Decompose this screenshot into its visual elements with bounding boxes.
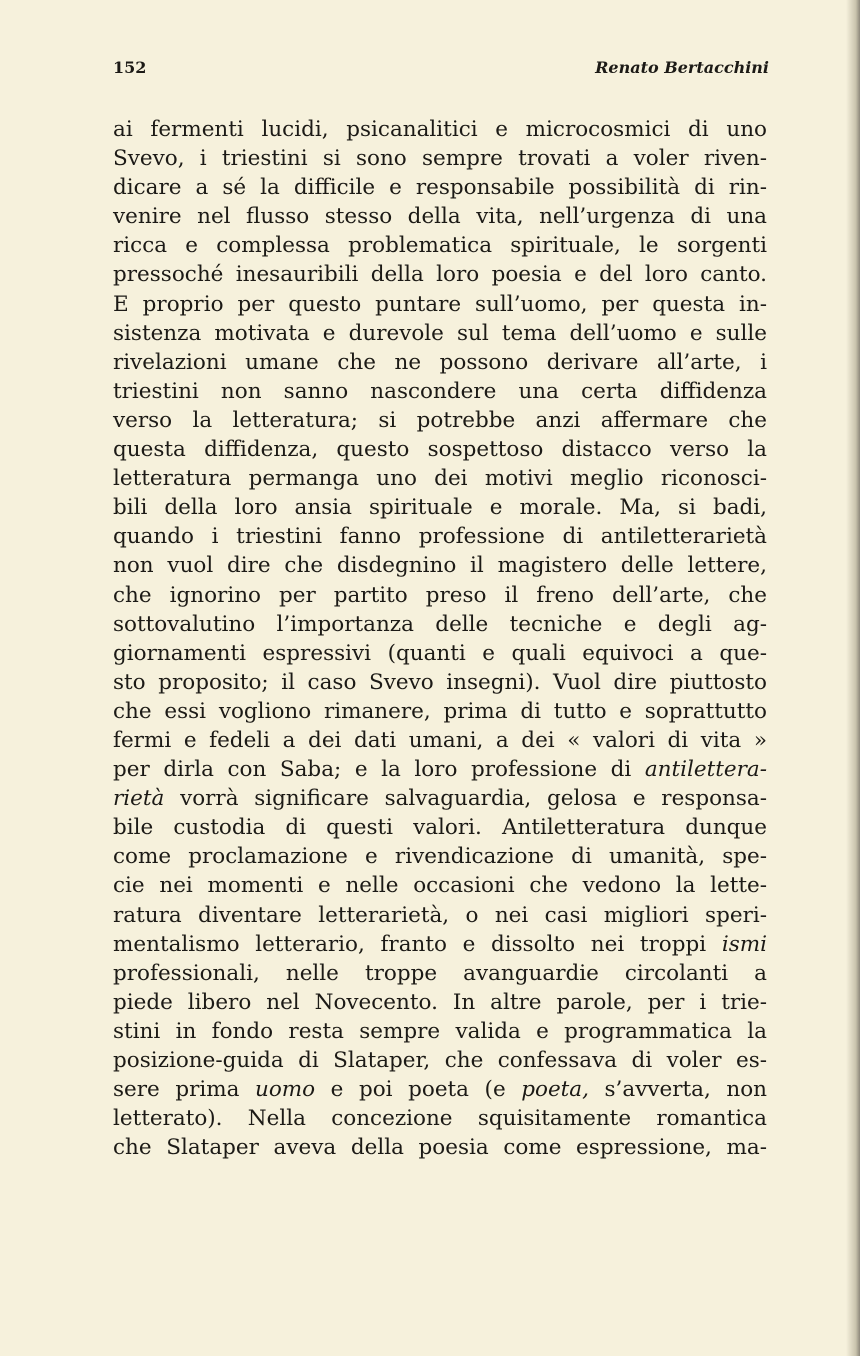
text-line-12: questa diffidenza, questo sospettoso distacco verso la bbox=[113, 437, 767, 463]
text-line-13: letteratura permanga uno dei motivi meglio riconosci- bbox=[113, 466, 767, 492]
text-line-29-italic: ismi bbox=[721, 931, 767, 957]
body-text bbox=[113, 115, 767, 1162]
text-line-23 bbox=[113, 755, 767, 784]
text-line-28: ratura diventare letterarietà, o nei casi migliori speri- bbox=[113, 902, 767, 928]
text-line-34-italic-b: poeta, bbox=[521, 1077, 589, 1103]
text-line-1: ai fermenti lucidi, psicanalitici e microcosmici di uno bbox=[113, 117, 767, 142]
text-line-3: dicare a sé la difficile e responsabile possibilità di rin- bbox=[113, 175, 767, 201]
text-line-32: stini in fondo resta sempre valida e programmatica la bbox=[113, 1018, 767, 1044]
text-line-7: E proprio per questo puntare sull’uomo, per questa in- bbox=[113, 291, 767, 317]
text-line-23-italic: antilettera- bbox=[644, 757, 767, 783]
text-line-4: venire nel flusso stesso della vita, nell’urgenza di una bbox=[113, 204, 767, 230]
text-line-24 bbox=[113, 784, 767, 813]
text-line-29 bbox=[113, 930, 767, 959]
text-line-30: professionali, nelle troppe avanguardie circolanti a bbox=[113, 960, 767, 986]
text-line-15: quando i triestini fanno professione di antiletterarietà bbox=[113, 524, 767, 550]
text-line-11: verso la letteratura; si potrebbe anzi affermare che bbox=[113, 407, 767, 433]
text-line-31: piede libero nel Novecento. In altre parole, per i trie- bbox=[113, 989, 767, 1015]
text-line-14: bili della loro ansia spirituale e morale. Ma, si badi, bbox=[113, 495, 767, 521]
text-line-8: sistenza motivata e durevole sul tema dell’uomo e sulle bbox=[113, 320, 767, 346]
text-line-9: rivelazioni umane che ne possono derivare all’arte, i bbox=[113, 349, 767, 375]
text-line-10: triestini non sanno nascondere una certa diffidenza bbox=[113, 378, 767, 404]
text-line-34-roman-c: s’avverta, non bbox=[588, 1077, 767, 1103]
text-line-25: bile custodia di questi valori. Antiletteratura dunque bbox=[113, 815, 767, 841]
text-line-17: che ignorino per partito preso il freno dell’arte, che bbox=[113, 582, 767, 608]
page-number: 152 bbox=[113, 58, 147, 77]
page-edge-shadow bbox=[846, 0, 860, 1356]
text-line-35: letterato). Nella concezione squisitamente romantica bbox=[113, 1106, 767, 1132]
text-line-6: pressoché inesauribili della loro poesia e del loro canto. bbox=[113, 262, 767, 288]
text-line-18: sottovalutino l’importanza delle tecniche e degli ag- bbox=[113, 611, 767, 637]
text-line-2: Svevo, i triestini si sono sempre trovati a voler riven- bbox=[113, 146, 767, 172]
text-line-34-italic-a: uomo bbox=[255, 1077, 316, 1103]
text-line-27: cie nei momenti e nelle occasioni che vedono la lette- bbox=[113, 873, 767, 899]
text-line-20: sto proposito; il caso Svevo insegni). Vuol dire piuttosto bbox=[113, 669, 767, 695]
text-line-26: come proclamazione e rivendicazione di umanità, spe- bbox=[113, 844, 767, 870]
text-line-34-roman-b: e poi poeta (e bbox=[315, 1077, 522, 1103]
text-line-24-roman: vorrà significare salvaguardia, gelosa e responsa- bbox=[164, 786, 767, 812]
text-line-22: fermi e fedeli a dei dati umani, a dei « valori di vita » bbox=[113, 727, 767, 753]
text-line-33: posizione-guida di Slataper, che confessava di voler es- bbox=[113, 1048, 767, 1073]
text-line-23-roman: per dirla con Saba; e la loro professione di bbox=[113, 757, 645, 783]
text-line-36: che Slataper aveva della poesia come espressione, ma- bbox=[113, 1135, 767, 1161]
page-header bbox=[113, 58, 769, 82]
text-line-16: non vuol dire che disdegnino il magistero delle lettere, bbox=[113, 553, 767, 579]
text-line-34 bbox=[113, 1075, 767, 1104]
text-line-19: giornamenti espressivi (quanti e quali equivoci a que- bbox=[113, 640, 767, 666]
running-head-author: Renato Bertacchini bbox=[595, 58, 769, 77]
text-line-5: ricca e complessa problematica spirituale, le sorgenti bbox=[113, 233, 767, 259]
text-line-24-italic: rietà bbox=[113, 786, 165, 812]
text-line-34-roman-a: sere prima bbox=[113, 1077, 255, 1103]
text-line-21: che essi vogliono rimanere, prima di tutto e soprattutto bbox=[113, 698, 767, 724]
text-line-29-roman: mentalismo letterario, franto e dissolto nei troppi bbox=[113, 931, 722, 957]
